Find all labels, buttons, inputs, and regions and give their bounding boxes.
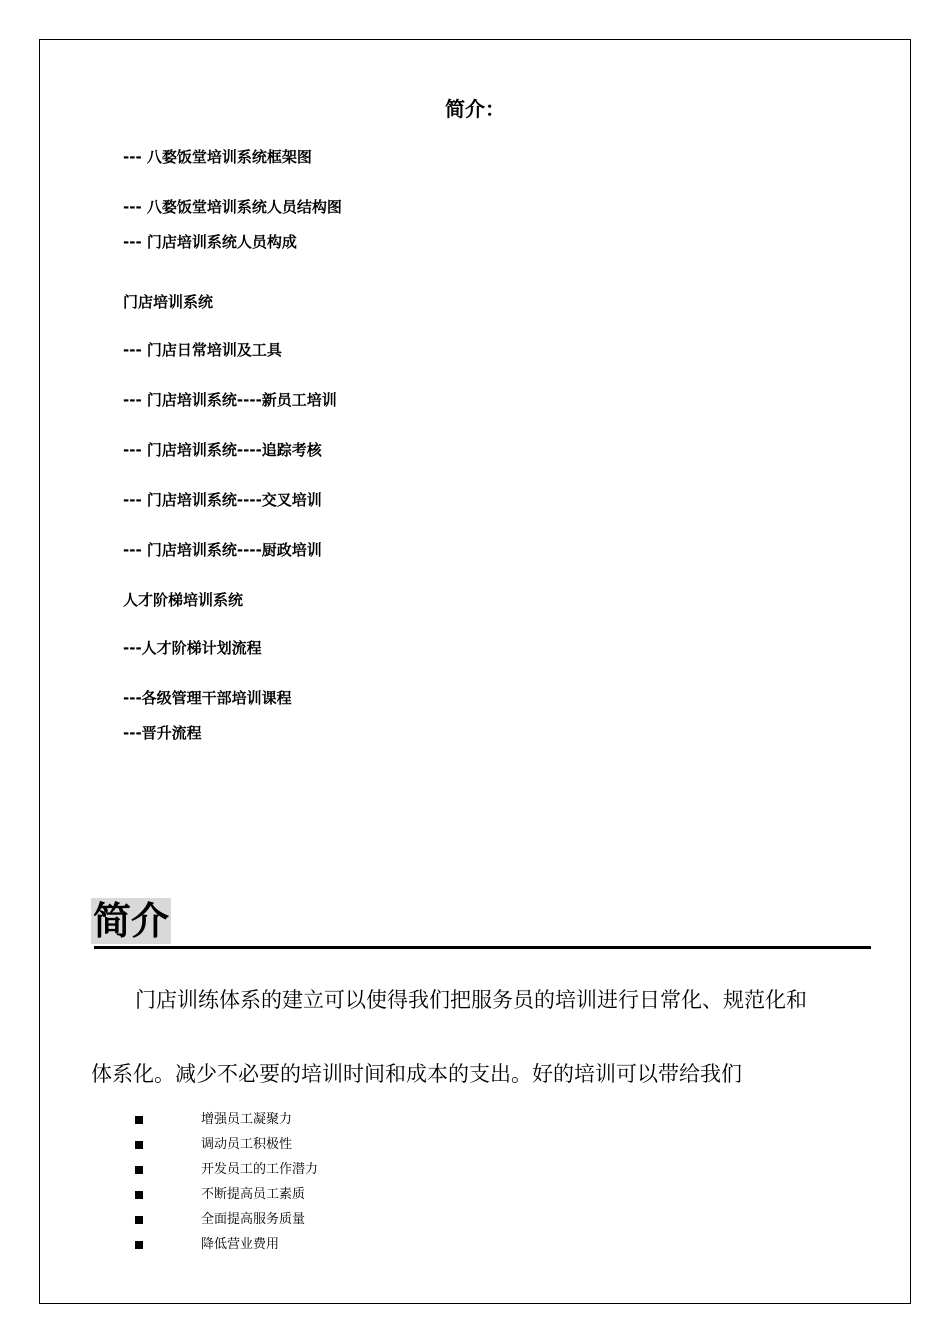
toc-item-store-staff: --- 门店培训系统人员构成 (123, 233, 297, 251)
toc-item-staff-structure: --- 八婺饭堂培训系统人员结构图 (123, 198, 342, 216)
toc-item-ladder-plan: ---人才阶梯计划流程 (123, 639, 262, 657)
square-bullet-icon (135, 1166, 143, 1174)
toc-item-promotion: ---晋升流程 (123, 724, 202, 742)
toc-item-framework: --- 八婺饭堂培训系统框架图 (123, 148, 312, 166)
intro-paragraph-line-2: 体系化。减少不必要的培训时间和成本的支出。好的培训可以带给我们 (91, 1062, 742, 1086)
intro-paragraph-line-1: 门店训练体系的建立可以使得我们把服务员的培训进行日常化、规范化和 (135, 988, 807, 1012)
section-divider (94, 946, 871, 949)
document-page (39, 39, 911, 1304)
toc-item-kitchen-training: --- 门店培训系统----厨政培训 (123, 541, 322, 559)
square-bullet-icon (135, 1116, 143, 1124)
toc-title: 简介： (445, 97, 505, 121)
toc-item-manager-courses: ---各级管理干部培训课程 (123, 689, 292, 707)
toc-item-daily-training: --- 门店日常培训及工具 (123, 341, 282, 359)
toc-item-cross-training: --- 门店培训系统----交叉培训 (123, 491, 322, 509)
square-bullet-icon (135, 1191, 143, 1199)
square-bullet-icon (135, 1216, 143, 1224)
section-heading: 简介 (93, 898, 170, 943)
square-bullet-icon (135, 1141, 143, 1149)
toc-group-talent-ladder: 人才阶梯培训系统 (123, 591, 244, 609)
toc-item-follow-up: --- 门店培训系统----追踪考核 (123, 441, 322, 459)
square-bullet-icon (135, 1241, 143, 1249)
toc-group-store-training: 门店培训系统 (123, 293, 214, 311)
toc-item-new-employee: --- 门店培训系统----新员工培训 (123, 391, 337, 409)
